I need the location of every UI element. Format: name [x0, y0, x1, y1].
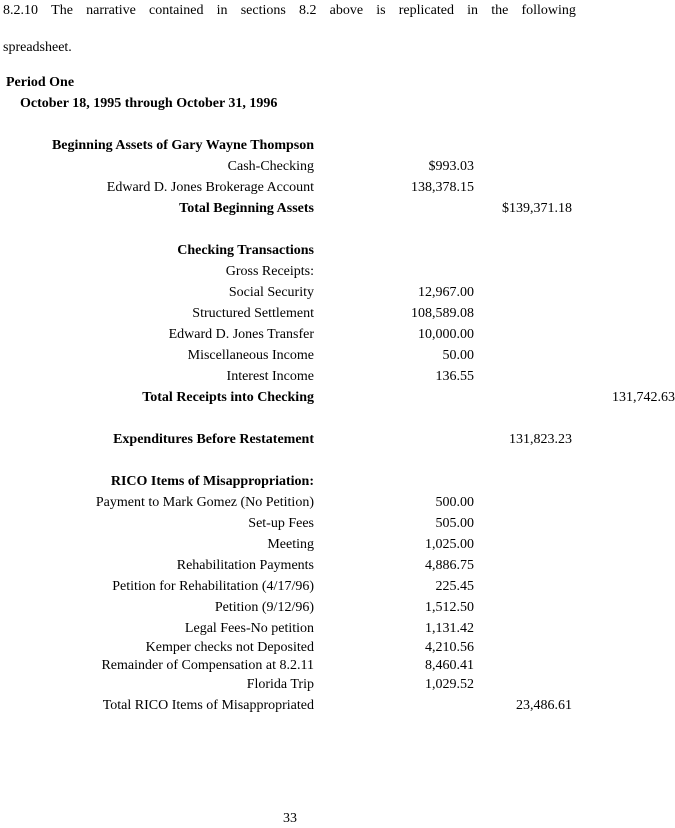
- checking-heading: Checking Transactions: [177, 243, 314, 258]
- checking-item-label: Social Security: [228, 285, 314, 300]
- period-range: October 18, 1995 through October 31, 1996: [20, 96, 278, 111]
- cash-checking-row: [0, 157, 675, 176]
- jones-brokerage-value: 138,378.15: [411, 180, 474, 195]
- rico-item-label: Legal Fees-No petition: [184, 621, 314, 636]
- total-rico-label: Total RICO Items of Misappropriated: [102, 698, 314, 713]
- rico-item-value: 1,025.00: [425, 537, 474, 552]
- rico-item-row: [0, 598, 675, 617]
- intro-word: 8.2.10: [3, 3, 38, 18]
- total-beginning-assets-row: [0, 199, 675, 218]
- rico-item-row: [0, 577, 675, 596]
- period-title: Period One: [6, 75, 75, 90]
- intro-word: in: [216, 3, 228, 18]
- rico-item-label: Remainder of Compensation at 8.2.11: [101, 658, 314, 673]
- checking-item-label: Edward D. Jones Transfer: [168, 327, 314, 342]
- rico-item-label: Meeting: [267, 537, 314, 552]
- intro-word: in: [467, 3, 479, 18]
- rico-item-value: 505.00: [435, 516, 474, 531]
- rico-heading: RICO Items of Misappropriation:: [110, 474, 314, 489]
- intro-word: sections: [240, 3, 286, 18]
- rico-item-value: 1,131.42: [425, 621, 474, 636]
- rico-item-value: 4,886.75: [425, 558, 474, 573]
- period-range-row: [0, 94, 675, 113]
- gross-receipts-row: [0, 262, 675, 281]
- total-rico-row: [0, 696, 675, 715]
- page-number: 33: [283, 811, 297, 826]
- expenditures-value: 131,823.23: [509, 432, 572, 447]
- rico-item-row: [0, 514, 675, 533]
- rico-item-label: Petition (9/12/96): [214, 600, 314, 615]
- intro-word: The: [51, 3, 73, 18]
- checking-item-value: 108,589.08: [411, 306, 474, 321]
- intro-paragraph: [3, 2, 576, 57]
- jones-brokerage-label: Edward D. Jones Brokerage Account: [106, 180, 314, 195]
- intro-word: contained: [149, 3, 204, 18]
- rico-item-row: [0, 656, 675, 675]
- rico-item-value: 4,210.56: [425, 640, 474, 655]
- beginning-assets-heading-row: [0, 136, 675, 155]
- checking-item-value: 12,967.00: [418, 285, 474, 300]
- total-receipts-value: 131,742.63: [612, 390, 675, 405]
- intro-word: above: [329, 3, 364, 18]
- checking-item-value: 50.00: [442, 348, 474, 363]
- gross-receipts-label: Gross Receipts:: [225, 264, 314, 279]
- intro-line-2: spreadsheet.: [3, 40, 72, 55]
- checking-item-row: [0, 283, 675, 302]
- rico-item-value: 1,029.52: [425, 677, 474, 692]
- intro-word: 8.2: [298, 3, 317, 18]
- expenditures-label: Expenditures Before Restatement: [113, 432, 314, 447]
- rico-item-label: Kemper checks not Deposited: [145, 640, 314, 655]
- rico-item-value: 500.00: [435, 495, 474, 510]
- intro-word: following: [521, 3, 576, 18]
- jones-brokerage-row: [0, 178, 675, 197]
- total-rico-value: 23,486.61: [516, 698, 572, 713]
- intro-word: the: [491, 3, 509, 18]
- checking-item-row: [0, 325, 675, 344]
- rico-heading-row: [0, 472, 675, 491]
- checking-item-value: 10,000.00: [418, 327, 474, 342]
- total-beginning-assets-label: Total Beginning Assets: [179, 201, 314, 216]
- checking-item-label: Structured Settlement: [192, 306, 314, 321]
- rico-item-label: Set-up Fees: [248, 516, 314, 531]
- rico-item-label: Florida Trip: [246, 677, 314, 692]
- checking-item-row: [0, 367, 675, 386]
- rico-item-row: [0, 556, 675, 575]
- checking-item-label: Miscellaneous Income: [187, 348, 314, 363]
- rico-item-row: [0, 619, 675, 638]
- checking-item-label: Interest Income: [226, 369, 314, 384]
- cash-checking-value: $993.03: [428, 159, 474, 174]
- intro-word: narrative: [86, 3, 136, 18]
- intro-word: is: [376, 3, 386, 18]
- period-title-row: [0, 73, 675, 92]
- checking-item-row: [0, 346, 675, 365]
- rico-item-value: 8,460.41: [425, 658, 474, 673]
- rico-item-row: [0, 493, 675, 512]
- intro-word: replicated: [398, 3, 454, 18]
- total-receipts-label: Total Receipts into Checking: [142, 390, 314, 405]
- checking-item-row: [0, 304, 675, 323]
- cash-checking-label: Cash-Checking: [227, 159, 314, 174]
- total-beginning-assets-value: $139,371.18: [502, 201, 572, 216]
- rico-item-value: 1,512.50: [425, 600, 474, 615]
- total-receipts-row: [0, 388, 675, 407]
- beginning-assets-heading: Beginning Assets of Gary Wayne Thompson: [51, 138, 314, 153]
- rico-item-row: [0, 638, 675, 657]
- rico-item-label: Rehabilitation Payments: [176, 558, 314, 573]
- rico-item-label: Petition for Rehabilitation (4/17/96): [112, 579, 314, 594]
- checking-heading-row: [0, 241, 675, 260]
- rico-item-row: [0, 535, 675, 554]
- intro-line-1: [3, 2, 576, 20]
- rico-item-label: Payment to Mark Gomez (No Petition): [95, 495, 314, 510]
- expenditures-row: [0, 430, 675, 449]
- checking-item-value: 136.55: [435, 369, 474, 384]
- rico-item-row: [0, 675, 675, 694]
- rico-item-value: 225.45: [435, 579, 474, 594]
